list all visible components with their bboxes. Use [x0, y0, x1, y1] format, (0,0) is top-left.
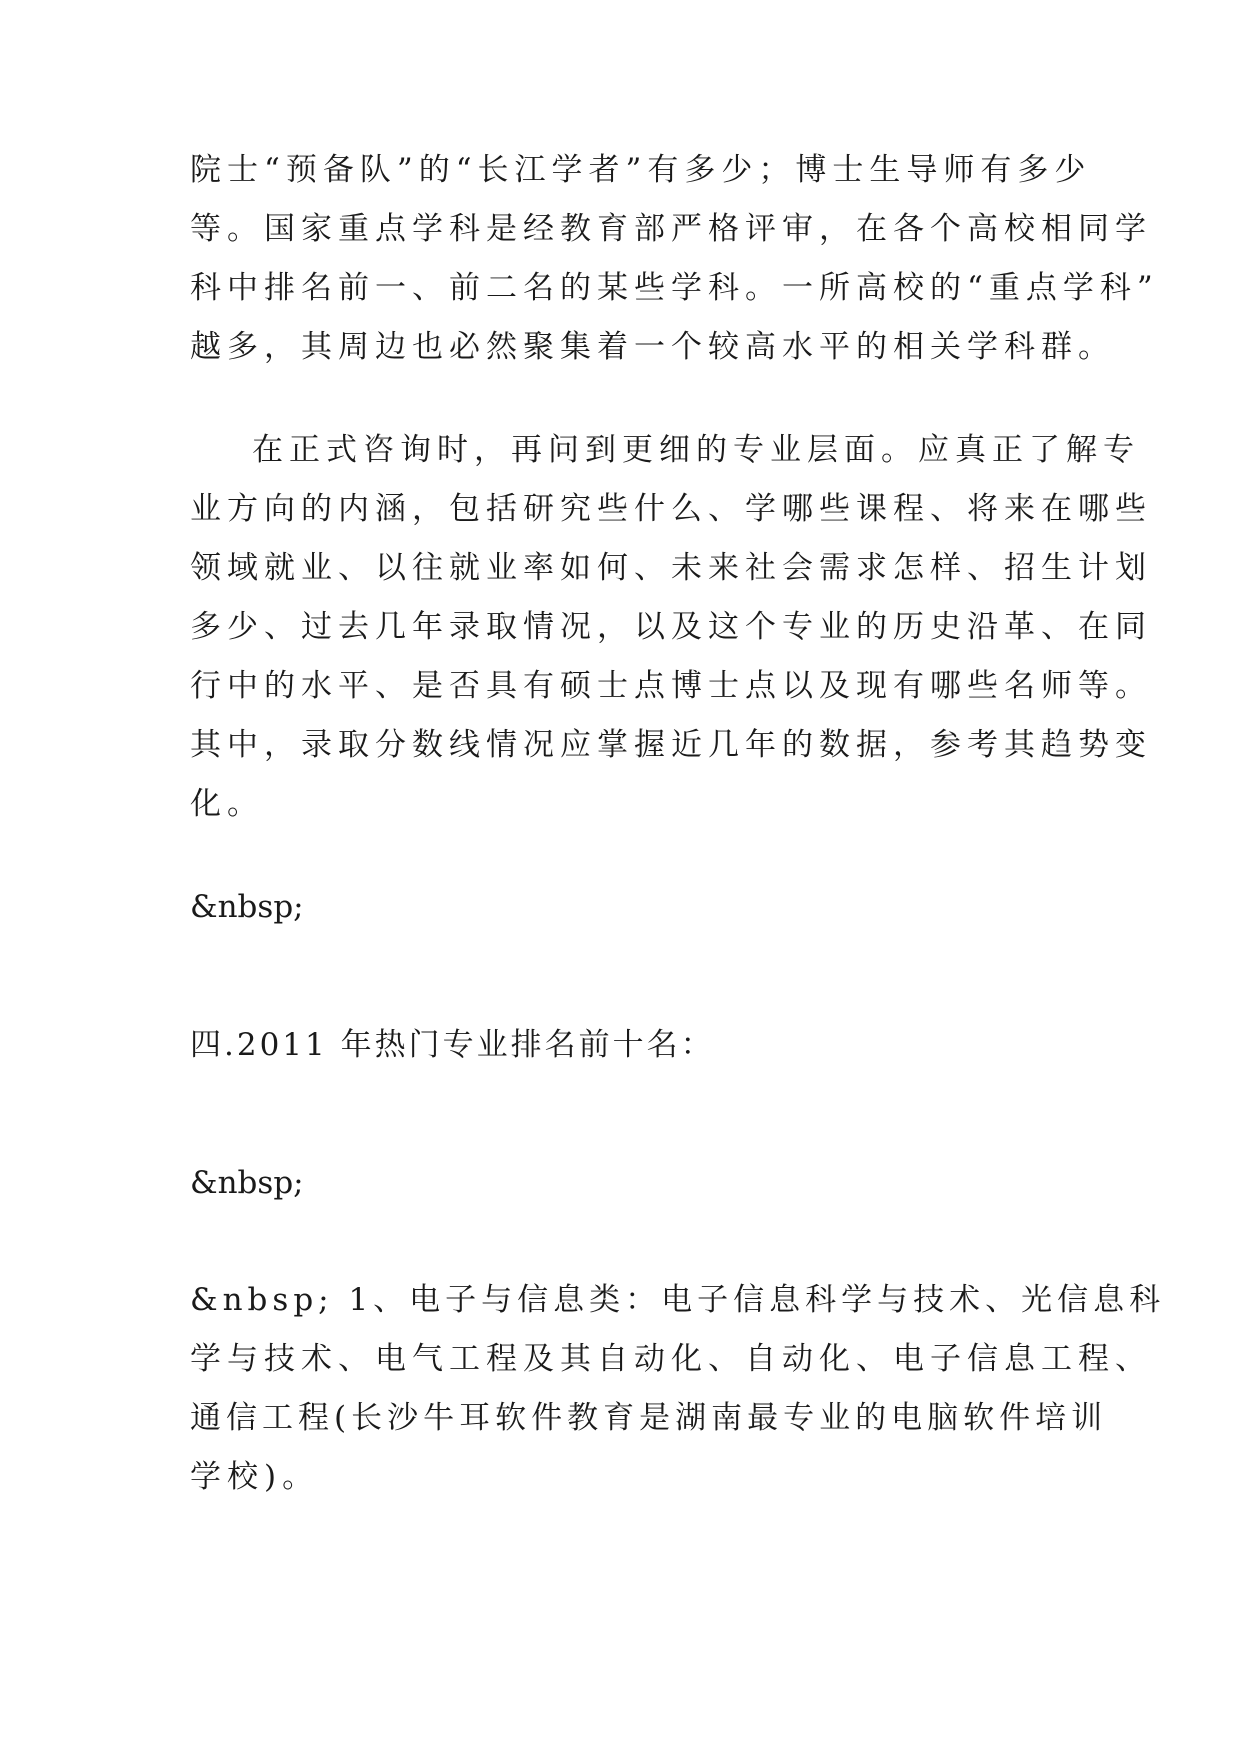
list-item-line: &nbsp; 1、电子与信息类：电子信息科学与技术、光信息科	[190, 1282, 1166, 1318]
paragraph-line: 在正式咨询时，再问到更细的专业层面。应真正了解专	[252, 432, 1140, 468]
list-item-line: 学校)。	[190, 1459, 320, 1495]
nbsp-spacer: &nbsp;	[190, 889, 304, 925]
section-heading: 四.2011 年热门专业排名前十名：	[190, 1027, 715, 1063]
paragraph-line: 多少、过去几年录取情况，以及这个专业的历史沿革、在同	[190, 609, 1152, 645]
paragraph-line: 科中排名前一、前二名的某些学科。一所高校的“重点学科”	[190, 270, 1159, 306]
paragraph-line: 越多，其周边也必然聚集着一个较高水平的相关学科群。	[190, 329, 1115, 365]
list-item-line: 通信工程(长沙牛耳软件教育是湖南最专业的电脑软件培训	[190, 1400, 1108, 1436]
nbsp-spacer: &nbsp;	[190, 1165, 304, 1201]
paragraph-line: 其中，录取分数线情况应掌握近几年的数据，参考其趋势变	[190, 727, 1152, 763]
paragraph-line: 化。	[190, 786, 264, 822]
paragraph-line: 行中的水平、是否具有硕士点博士点以及现有哪些名师等。	[190, 668, 1152, 704]
paragraph-line: 院士“预备队”的“长江学者”有多少；博士生导师有多少	[190, 152, 1092, 188]
paragraph-line: 等。国家重点学科是经教育部严格评审，在各个高校相同学	[190, 211, 1152, 247]
paragraph-line: 领域就业、以往就业率如何、未来社会需求怎样、招生计划	[190, 550, 1152, 586]
paragraph-line: 业方向的内涵，包括研究些什么、学哪些课程、将来在哪些	[190, 491, 1152, 527]
list-item-line: 学与技术、电气工程及其自动化、自动化、电子信息工程、	[190, 1341, 1152, 1377]
